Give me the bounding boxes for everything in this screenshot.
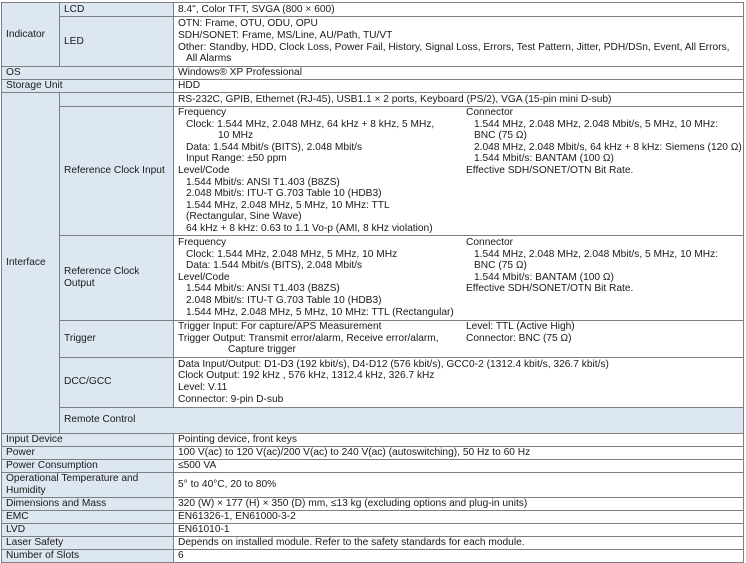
ref-in-left-line: Clock: 1.544 MHz, 2.048 MHz, 64 kHz + 8 kHz, 5 MHz,	[186, 118, 435, 130]
ref-in-left-line: 2.048 Mbit/s: ITU-T G.703 Table 10 (HDB3)	[186, 188, 382, 200]
dcc-line: Level: V.11	[178, 382, 228, 394]
trigger-left-line: Capture trigger	[228, 344, 296, 356]
trigger-value	[174, 320, 744, 357]
dcc-line: Data Input/Output: D1-D3 (192 kbit/s), D4-D12 (576 kbit/s), GCC0-2 (1312.4 kbit/s, 326.7 kbit/s)	[178, 358, 609, 370]
ref-in-left-line: 1.544 Mbit/s: ANSI T1.403 (B8ZS)	[186, 176, 340, 188]
dcc-gcc-value	[174, 357, 744, 407]
ref-in-left-line: 1.544 MHz, 2.048 MHz, 5 MHz, 10 MHz: TTL	[186, 199, 390, 211]
ref-in-left-line: Level/Code	[178, 164, 230, 176]
row-ref-clock-input	[2, 107, 744, 236]
input-device-label: Input Device	[2, 433, 174, 446]
specifications-table	[1, 2, 744, 563]
led-label: LED	[60, 17, 174, 67]
row-dimensions	[2, 497, 744, 510]
trigger-left-line: Trigger Output: Transmit error/alarm, Receive error/alarm,	[178, 332, 439, 344]
row-temperature	[2, 472, 744, 497]
interface-ports-value: RS-232C, GPIB, Ethernet (RJ-45), USB1.1 × 2 ports, Keyboard (PS/2), VGA (15-pin mini D-sub)	[174, 93, 744, 107]
led-line: SDH/SONET: Frame, MS/Line, AU/Path, TU/VT	[178, 29, 393, 41]
ref-in-right-line: Connector	[466, 107, 514, 118]
ref-clock-output-label: Reference Clock Output	[60, 235, 174, 320]
temperature-label: Operational Temperature and Humidity	[2, 472, 174, 497]
dcc-line: Connector: 9-pin D-sub	[178, 393, 284, 405]
remote-control-label: Remote Control	[60, 407, 744, 433]
ref-out-right-line: BNC (75 Ω)	[474, 260, 527, 272]
ref-clock-input-label: Reference Clock Input	[60, 107, 174, 236]
laser-safety-label: Laser Safety	[2, 536, 174, 549]
ref-out-right-line: 1.544 MHz, 2.048 MHz, 2.048 Mbit/s, 5 MHz, 10 MHz:	[474, 248, 719, 260]
ref-in-left-line: Data: 1.544 Mbit/s (BITS), 2.048 Mbit/s	[186, 141, 363, 153]
ref-out-left-line: 1.544 Mbit/s: ANSI T1.403 (B8ZS)	[186, 283, 340, 295]
ref-in-right-line: 1.544 Mbit/s: BANTAM (100 Ω)	[474, 153, 614, 165]
row-remote-control	[2, 407, 744, 433]
row-laser-safety	[2, 536, 744, 549]
number-of-slots-value: 6	[174, 549, 744, 562]
trigger-label: Trigger	[60, 320, 174, 357]
lvd-label: LVD	[2, 523, 174, 536]
row-interface-ports	[2, 93, 744, 107]
row-led	[2, 17, 744, 67]
ref-clock-output-value	[174, 235, 744, 320]
lcd-label: LCD	[60, 3, 174, 17]
indicator-label: Indicator	[2, 3, 60, 67]
ref-out-right-line: Effective SDH/SONET/OTN Bit Rate.	[466, 283, 634, 295]
trigger-left-line: Trigger Input: For capture/APS Measurement	[178, 321, 382, 333]
row-power	[2, 446, 744, 459]
ref-in-left-line: 10 MHz	[218, 130, 254, 142]
ref-out-left-line: 1.544 MHz, 2.048 MHz, 5 MHz, 10 MHz: TTL (Rectangular)	[186, 306, 454, 318]
power-label: Power	[2, 446, 174, 459]
ref-in-left-line: 64 kHz + 8 kHz: 0.63 to 1.1 Vo-p (AMI, 8 kHz violation)	[186, 222, 433, 234]
row-trigger	[2, 320, 744, 357]
ref-clock-input-value	[174, 107, 744, 236]
number-of-slots-label: Number of Slots	[2, 549, 174, 562]
ref-out-left-line: 2.048 Mbit/s: ITU-T G.703 Table 10 (HDB3)	[186, 294, 382, 306]
lcd-value: 8.4", Color TFT, SVGA (800 × 600)	[174, 3, 744, 17]
ref-out-left-line: Data: 1.544 Mbit/s (BITS), 2.048 Mbit/s	[186, 260, 363, 272]
row-dcc-gcc	[2, 357, 744, 407]
trigger-right-line: Level: TTL (Active High)	[466, 321, 575, 333]
row-emc	[2, 510, 744, 523]
row-storage	[2, 80, 744, 93]
power-consumption-value: ≤500 VA	[174, 459, 744, 472]
led-line: All Alarms	[186, 53, 232, 65]
led-line: Other: Standby, HDD, Clock Loss, Power Fail, History, Signal Loss, Errors, Test Pattern, Jitter, PDH/DSn, Event, All Errors,	[178, 41, 730, 53]
ref-in-left-line: (Rectangular, Sine Wave)	[186, 211, 302, 223]
row-os	[2, 67, 744, 80]
emc-value: EN61326-1, EN61000-3-2	[174, 510, 744, 523]
led-value	[174, 17, 744, 67]
temperature-value: 5° to 40°C, 20 to 80%	[174, 472, 744, 497]
input-device-value: Pointing device, front keys	[174, 433, 744, 446]
ref-in-left-line: Input Range: ±50 ppm	[186, 153, 287, 165]
os-label: OS	[2, 67, 174, 80]
ref-in-right-line: Effective SDH/SONET/OTN Bit Rate.	[466, 164, 634, 176]
dcc-gcc-label: DCC/GCC	[60, 357, 174, 407]
ref-out-right-line: 1.544 Mbit/s: BANTAM (100 Ω)	[474, 271, 614, 283]
ref-out-left-line: Frequency	[178, 236, 227, 248]
os-value: Windows® XP Professional	[174, 67, 744, 80]
dimensions-label: Dimensions and Mass	[2, 497, 174, 510]
trigger-right-line: Connector: BNC (75 Ω)	[466, 332, 572, 344]
interface-ports-label	[60, 93, 174, 107]
row-lcd	[2, 3, 744, 17]
ref-out-left-line: Clock: 1.544 MHz, 2.048 MHz, 5 MHz, 10 MHz	[186, 248, 398, 260]
row-lvd	[2, 523, 744, 536]
ref-in-left-line: Frequency	[178, 107, 227, 118]
power-value: 100 V(ac) to 120 V(ac)/200 V(ac) to 240 V(ac) (autoswitching), 50 Hz to 60 Hz	[174, 446, 744, 459]
storage-label: Storage Unit	[2, 80, 174, 93]
emc-label: EMC	[2, 510, 174, 523]
ref-out-right-line: Connector	[466, 236, 514, 248]
lvd-value: EN61010-1	[174, 523, 744, 536]
dcc-line: Clock Output: 192 kHz , 576 kHz, 1312.4 kHz, 326.7 kHz	[178, 370, 435, 382]
led-line: OTN: Frame, OTU, ODU, OPU	[178, 18, 318, 30]
power-consumption-label: Power Consumption	[2, 459, 174, 472]
row-power-consumption	[2, 459, 744, 472]
laser-safety-value: Depends on installed module. Refer to the safety standards for each module.	[174, 536, 744, 549]
ref-in-right-line: BNC (75 Ω)	[474, 130, 527, 142]
dimensions-value: 320 (W) × 177 (H) × 350 (D) mm, ≤13 kg (excluding options and plug-in units)	[174, 497, 744, 510]
ref-in-right-line: 1.544 MHz, 2.048 MHz, 2.048 Mbit/s, 5 MHz, 10 MHz:	[474, 118, 719, 130]
ref-in-right-line: 2.048 MHz, 2.048 Mbit/s, 64 kHz + 8 kHz: Siemens (120 Ω)	[474, 141, 742, 153]
storage-value: HDD	[174, 80, 744, 93]
ref-out-left-line: Level/Code	[178, 271, 230, 283]
row-number-of-slots	[2, 549, 744, 562]
row-input-device	[2, 433, 744, 446]
row-ref-clock-output	[2, 235, 744, 320]
interface-label: Interface	[2, 93, 60, 434]
